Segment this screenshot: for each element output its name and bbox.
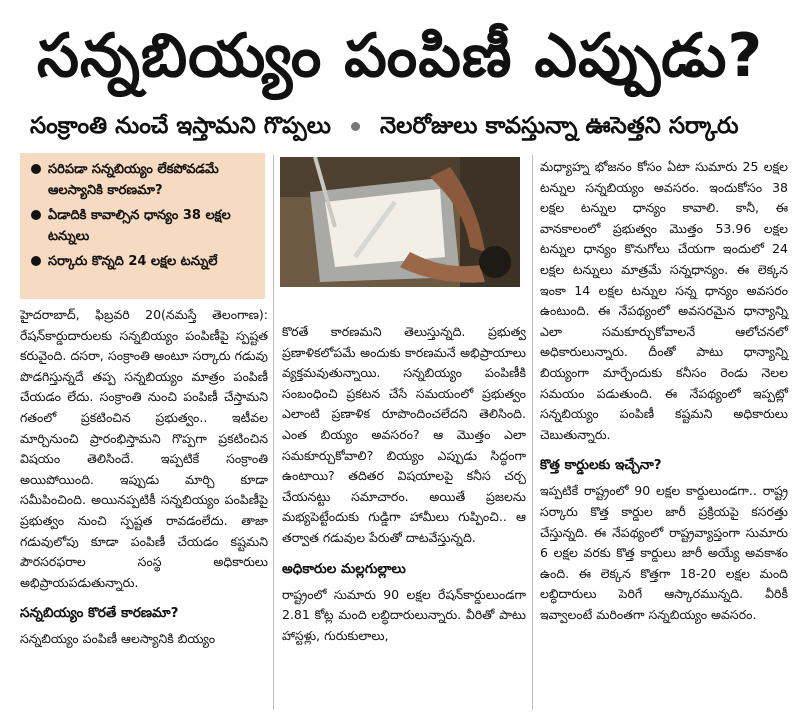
section-heading: సన్నబియ్యం కొరతే కారణమా? bbox=[20, 605, 179, 622]
headline: సన్నబియ్యం పంపిణీ ఎప్పుడు? bbox=[36, 21, 764, 91]
highlight-text: సరిపడా సన్నబియ్యం లేకపోవడమే ఆలస్యానికి కారణమా? bbox=[48, 162, 219, 198]
highlight-text: ఏడాదికి కావాల్సిన ధాన్యం 38 లక్షల టన్నులు bbox=[48, 208, 231, 244]
paragraph: కొరతే కారణమని తెలుస్తున్నది. ప్రభుత్వ ప్రణాళికలోపమే అందుకు కారణమనే అభిప్రాయాలు వ్యక్తమవుతున్నాయి. సన్నబియ్యం పంపిణీకి సంబంధించి ప్రకటన చేసే సమయంలో ప్రభుత్వం ఎలాంటి ప్రణాళిక రూపొందించలేదని తెలిసింది. ఎంత బియ్యం అవసరం? ఆ మొత్తం ఎలా సమకూర్చుకోవాలి? బియ్యం ఎప్పుడు సిద్ధంగా ఉంటాయి? తదితర విషయాలపై కనీస చర్చ చేయనట్టు సమాచారం. అయితే ప్రజలను మభ్యపెట్టేందుకు గుడ్డిగా హామీలు గుప్పించి.. ఆ తర్వాత గడువుల పేరుతో దాటవేస్తున్నది. bbox=[282, 324, 526, 545]
subheadline bbox=[30, 110, 790, 142]
highlight-item bbox=[28, 159, 259, 201]
paragraph: మధ్యాహ్న భోజనం కోసం ఏటా సుమారు 25 లక్షల టన్నుల సన్నబియ్యం అవసరం. ఇందుకోసం 38 లక్షల టన్నుల ధాన్యం కావాలి. కానీ, ఈ వానకాలంలో ప్రభుత్వం మొత్తం 53.96 లక్షల టన్నుల ధాన్యం కొనుగోలు చేయగా ఇందులో 24 లక్షల టన్నులు మాత్రమే సన్నధాన్యం. ఈ లెక్కన ఇంకా 14 లక్షల టన్నుల సన్న ధాన్యం అవసరం ఉంటుంది. ఈ నేపథ్యంలో అవసరమైన ధాన్యాన్ని ఎలా సమకూర్చుకోవాలనే ఆలోచనలో అధికారులున్నారు. దీంతో పాటు ధాన్యాన్ని బియ్యంగా మార్చేందుకు కనీసం రెండు నెలల సమయం పడుతుంది. ఈ నేపథ్యంలో ఇప్పట్లో సన్నబియ్యం పంపిణీ కష్టమని అధికారులు చెబుతున్నారు. bbox=[540, 159, 788, 442]
paragraph: హైదరాబాద్, ఫిబ్రవరి 20(నమస్తే తెలంగాణ): రేషన్‌కార్డుదారులకు సన్నబియ్యం పంపిణీపై స్పష్టత కరువైంది. దసరా, సంక్రాంతి అంటూ సర్కారు గడువు పొడగిస్తున్నదే తప్ప సన్నబియ్యం మాత్రం పంపిణీ చేయడం లేదు. సంక్రాంతి నుంచి పంపిణీ చేస్తామని గతంలో ప్రకటించిన ప్రభుత్వం.. ఇటీవల మార్చినుంచి ప్రారంభిస్తామని గొప్పగా ప్రకటించిన విషయం తెలిసిందే. ఇప్పటికే సంక్రాంతి అయిపోయింది. ఇప్పుడు మార్చి కూడా సమీపించింది. అయినప్పటికీ సన్నబియ్యం పంపిణీపై ప్రభుత్వం నుంచి స్పష్టత రావడంలేదు. తాజా గడువులోపు కూడా పంపిణీ చేయడం కష్టమని పౌరసరఫరాల సంస్థ అధికారులు అభిప్రాయపడుతున్నారు. bbox=[20, 307, 268, 590]
bullet-icon bbox=[31, 256, 41, 266]
highlight-item bbox=[28, 205, 259, 247]
article-column-2 bbox=[282, 322, 526, 646]
subhead-right: నెలరోజులు కావస్తున్నా ఊసెత్తని సర్కారు bbox=[380, 113, 739, 139]
paragraph: ఇప్పటికే రాష్ట్రంలో 90 లక్షల కార్డులుండగా.. రాష్ట్ర సర్కారు కొత్త కార్డుల జారీ ప్రక్రియపై కసరత్తు చేస్తున్నది. ఈ నేపథ్యంలో రాష్ట్రవ్యాప్తంగా సుమారు 6 లక్షల వరకు కొత్త కార్డులు జారీ అయ్యే అవకాశం ఉంది. ఈ లెక్కన కొత్తగా 18-20 లక్షల మంది లబ్ధిదారులు పెరిగే ఆస్కారమున్నది. వీరికీ ఇవ్వాలంటే మరింతగా సన్నబియ్యం అవసరం. bbox=[540, 483, 788, 622]
paragraph: సన్నబియ్యం పంపిణీ ఆలస్యానికి బియ్యం bbox=[20, 631, 216, 647]
article-column-1 bbox=[20, 305, 268, 650]
column-divider bbox=[532, 155, 533, 710]
paragraph: రాష్ట్రంలో సుమారు 90 లక్షల రేషన్‌కార్డులుండగా 2.81 కోట్ల మంది లబ్ధిదారులున్నారు. వీరితో పాటు హాస్టళ్లు, గురుకులాలు, bbox=[282, 586, 526, 643]
article-column-3 bbox=[540, 157, 788, 625]
section-heading: కొత్త కార్డులకు ఇచ్చేనా? bbox=[540, 457, 662, 474]
rice-scoop-photo bbox=[280, 157, 520, 287]
bullet-icon bbox=[31, 164, 41, 174]
column-divider bbox=[273, 155, 274, 710]
highlight-item bbox=[28, 251, 259, 272]
bullet-separator-icon bbox=[351, 122, 360, 131]
section-heading: అధికారుల మల్లగుల్లాలు bbox=[282, 560, 406, 577]
highlight-text: సర్కారు కొన్నది 24 లక్షల టన్నులే bbox=[48, 254, 218, 269]
bullet-icon bbox=[31, 210, 41, 220]
highlights-box bbox=[20, 153, 265, 299]
subhead-left: సంక్రాంతి నుంచే ఇస్తామని గొప్పలు bbox=[30, 113, 331, 139]
